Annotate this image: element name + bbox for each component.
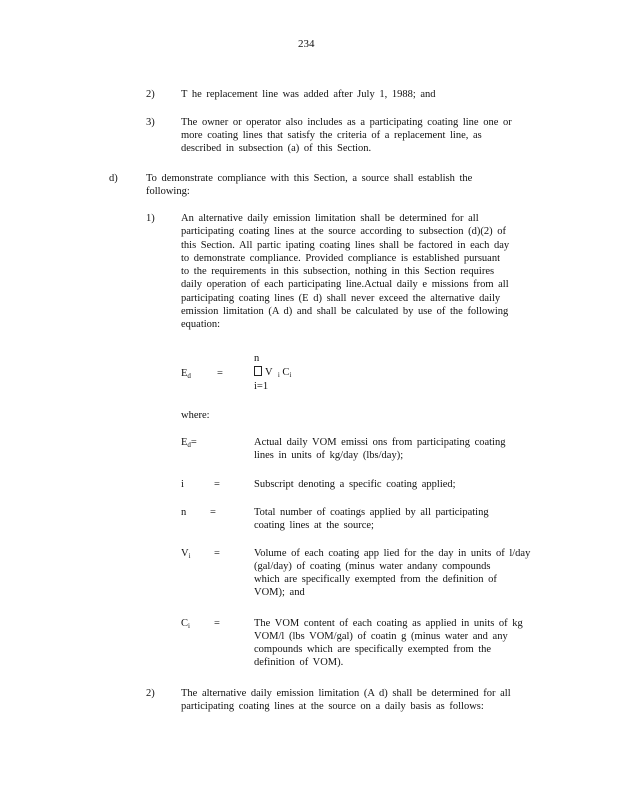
- summation-lower-limit: i=1: [254, 381, 269, 392]
- item-number: 2): [146, 688, 155, 699]
- definition-text: Actual daily VOM emissi ons from participating coating lines in units of kg/day (lbs/day);: [254, 437, 506, 461]
- item-text: The owner or operator also includes as a participating coating line one or more coating lines that satisfy the criteria of a replacement line, as described in subsection (a) of this Section.: [181, 117, 512, 154]
- definition-equals: =: [214, 618, 220, 629]
- item-text: An alternative daily emission limitation shall be determined for all participating coating lines at the source according to subsection (d)(2) of this Section. All partic ipating coating lines shall be factored in each day to demonstrate compliance. Provided compliance is established pursuant to the requirements in this subsection, nothing in this Section requires daily operation of each participating line.Actual daily e missions from all participating coating lines (E d) shall never exceed the alternative daily emission limitation (A d) and shall be calculated by use of the following equation:: [181, 213, 510, 331]
- definition-symbol: $C_i$: [181, 618, 190, 630]
- item-number: 2): [146, 89, 155, 100]
- summation-symbol-icon: [254, 366, 262, 376]
- definition-symbol: n: [181, 507, 187, 518]
- section-text: To demonstrate compliance with this Section, a source shall establish the following:: [146, 173, 473, 197]
- definition-symbol: $V_i$: [181, 548, 191, 560]
- summation-expression: V $_i$ $C_i$: [254, 366, 291, 379]
- item-text: T he replacement line was added after July 1, 1988; and: [181, 89, 436, 100]
- definition-symbol: $E_d=$: [181, 437, 197, 449]
- definition-text: Subscript denoting a specific coating applied;: [254, 479, 456, 490]
- equation-lhs: $E_d$: [181, 368, 191, 380]
- page-number: 234: [298, 38, 315, 50]
- where-label: where:: [181, 410, 210, 421]
- definition-text: Total number of coatings applied by all participating coating lines at the source;: [254, 507, 489, 531]
- equation-equals: =: [217, 368, 223, 379]
- summation-upper-limit: n: [254, 353, 260, 364]
- definition-equals: =: [210, 507, 216, 518]
- definition-symbol: i: [181, 479, 184, 490]
- definition-equals: =: [214, 479, 220, 490]
- definition-text: The VOM content of each coating as applied in units of kg VOM/l (lbs VOM/gal) of coatin g (minus water and any compounds which are specifically exempted from the definition of VOM).: [254, 618, 523, 668]
- section-number: d): [109, 173, 118, 184]
- definition-equals: =: [214, 548, 220, 559]
- item-number: 1): [146, 213, 155, 224]
- item-number: 3): [146, 117, 155, 128]
- definition-text: Volume of each coating app lied for the day in units of l/day (gal/day) of coating (minus water andany compounds which are specifically exempted from the definition of VOM); and: [254, 548, 531, 598]
- item-text: The alternative daily emission limitation (A d) shall be determined for all participating coating lines at the source on a daily basis as follows:: [181, 688, 511, 712]
